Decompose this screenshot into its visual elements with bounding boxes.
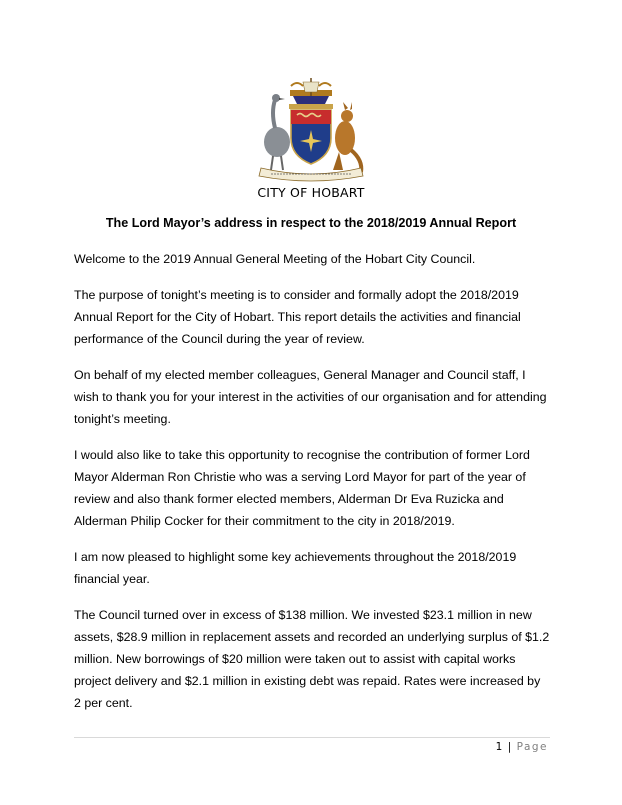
city-crest-icon	[253, 76, 369, 184]
footer-divider	[74, 737, 550, 738]
page-number: 1	[495, 741, 503, 753]
paragraph-welcome: Welcome to the 2019 Annual General Meeting of the Hobart City Council.	[74, 252, 476, 266]
page-separator: |	[507, 741, 512, 753]
crest-shield	[291, 110, 331, 164]
page-footer	[496, 741, 548, 753]
crest-wreath	[289, 104, 333, 109]
crest-motto-scroll	[259, 168, 363, 181]
paragraph-financials: The Council turned over in excess of $138 million. We invested $23.1 million in new assets, $28.9 million in replacement assets and recorded an underlying surplus of $1.2 million. New borrowings of $20 million were taken out to assist with capital works project delivery and $2.1 million in existing debt was repaid. Rates were increased by 2 per cent.	[74, 608, 550, 710]
organisation-name: CITY OF HOBART	[257, 185, 365, 200]
paragraph-highlights-intro: I am now pleased to highlight some key achievements throughout the 2018/2019 financial year.	[74, 550, 517, 586]
crest-kangaroo	[333, 102, 361, 172]
paragraph-thanks: On behalf of my elected member colleagues, General Manager and Council staff, I wish to thank you for your interest in the activities of our organisation and for attending tonight’s meeting.	[74, 368, 547, 426]
page-label: Page	[516, 741, 548, 753]
paragraph-purpose: The purpose of tonight’s meeting is to consider and formally adopt the 2018/2019 Annual Report for the City of Hobart. This report details the activities and financial performance of the Council during the year of review.	[74, 288, 521, 346]
document-body	[74, 248, 550, 728]
paragraph-recognition: I would also like to take this opportunity to recognise the contribution of former Lord Mayor Alderman Ron Christie who was a serving Lord Mayor for part of the year of review and also thank former elected members, Alderman Dr Eva Ruzicka and Alderman Philip Cocker for their commitment to the city in 2018/2019.	[74, 448, 530, 528]
crest-ship	[290, 78, 332, 104]
document-title: The Lord Mayor’s address in respect to the 2018/2019 Annual Report	[105, 216, 517, 230]
crest-emu	[264, 94, 290, 170]
